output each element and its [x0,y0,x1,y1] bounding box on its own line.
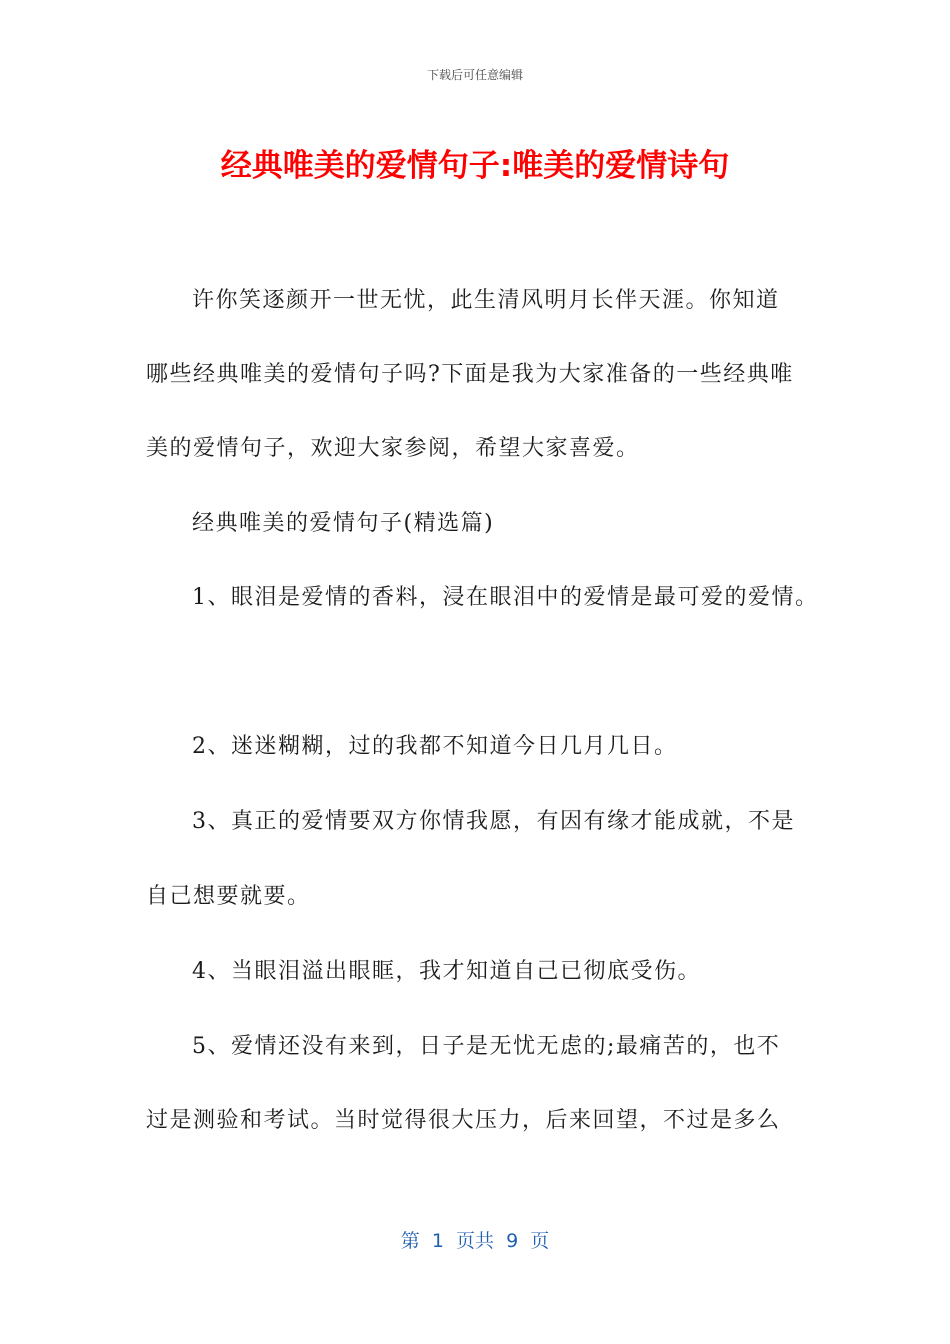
header-note: 下载后可任意编辑 [426,68,523,82]
list-item: 2、迷迷糊糊，过的我都不知道今日几月几日。 [192,734,678,759]
list-item-continuation: 自己想要就要。 [146,884,311,909]
list-item: 5、爱情还没有来到，日子是无忧无虑的;最痛苦的，也不 [192,1034,781,1059]
body-line: 美的爱情句子，欢迎大家参阅，希望大家喜爱。 [146,436,640,461]
list-item: 4、当眼泪溢出眼眶，我才知道自己已彻底受伤。 [192,959,701,984]
page-number-footer: 第 1 页共 9 页 [400,1230,550,1252]
document-title: 经典唯美的爱情句子:唯美的爱情诗句 [220,148,730,184]
body-line: 哪些经典唯美的爱情句子吗?下面是我为大家准备的一些经典唯 [146,362,794,387]
list-item: 3、真正的爱情要双方你情我愿，有因有缘才能成就，不是 [192,809,795,834]
section-heading: 经典唯美的爱情句子(精选篇) [192,511,495,536]
list-item: 1、眼泪是爱情的香料，浸在眼泪中的爱情是最可爱的爱情。 [192,585,819,610]
list-item-continuation: 过是测验和考试。当时觉得很大压力，后来回望，不过是多么 [146,1108,781,1133]
body-line: 许你笑逐颜开一世无忧，此生清风明月长伴天涯。你知道 [192,288,780,313]
